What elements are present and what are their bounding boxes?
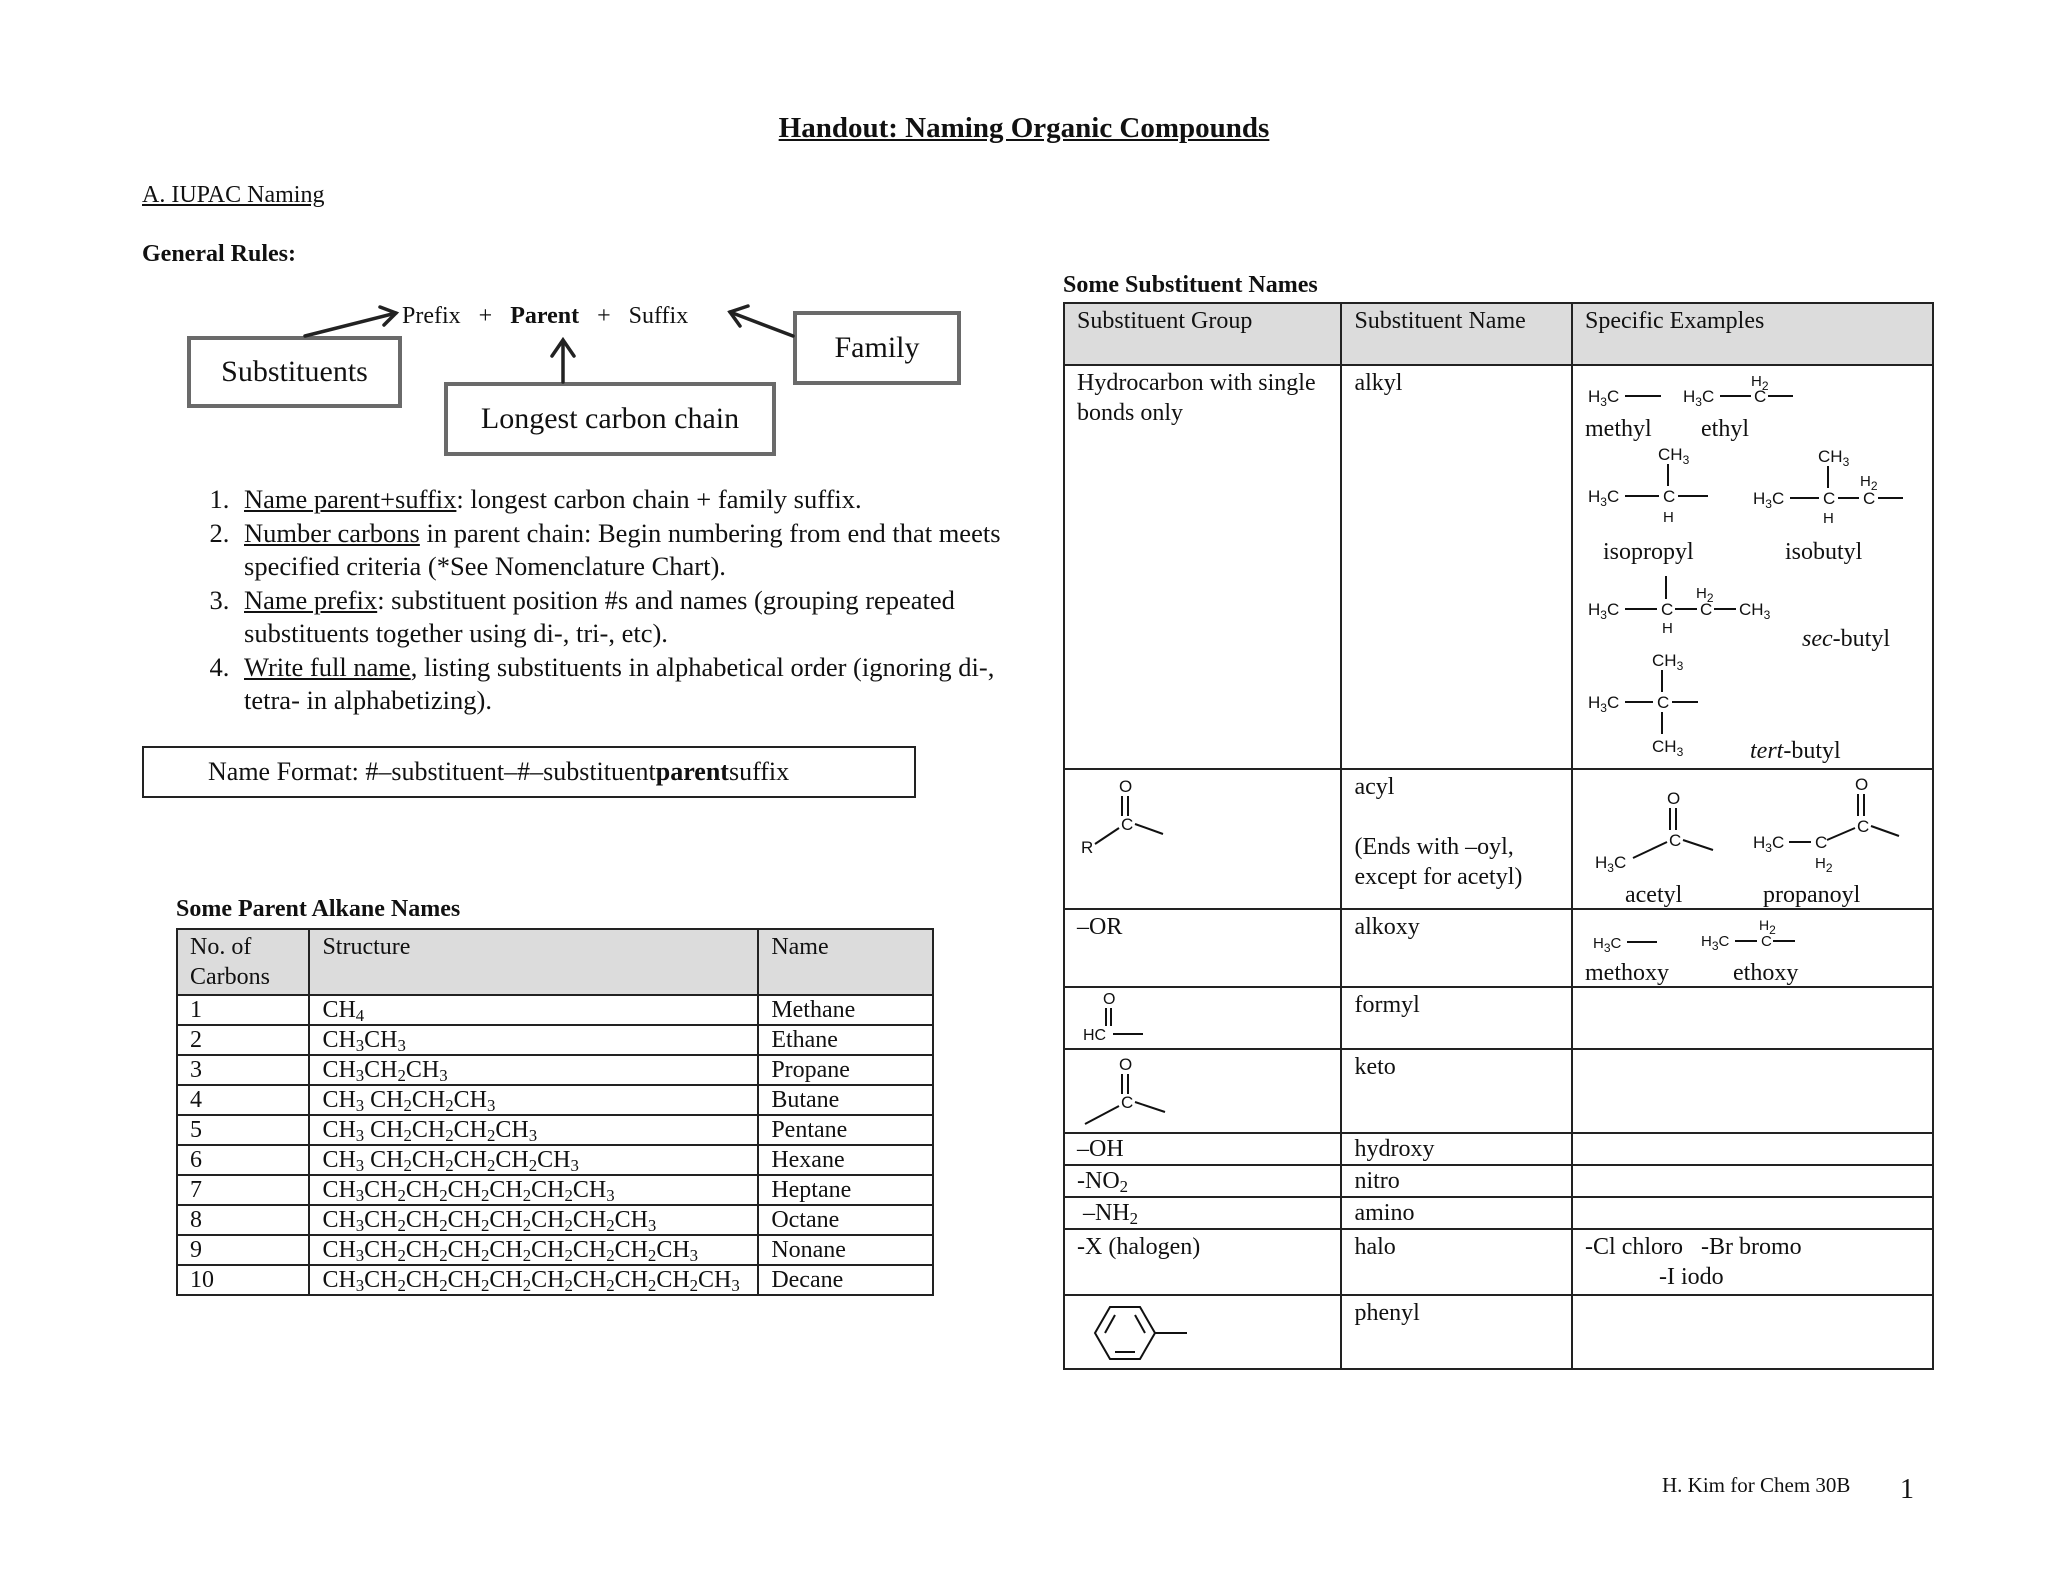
chem-c: C [1663, 487, 1676, 506]
column-header: Structure [309, 929, 758, 995]
table-row [177, 1025, 933, 1055]
chem-h3c: $H_3C$ [1588, 387, 1620, 409]
chem-c: C [1657, 693, 1670, 712]
examples-cell [1572, 909, 1933, 987]
table-row [177, 995, 933, 1025]
page-title: Handout: Naming Organic Compounds [778, 112, 1270, 144]
structure-formula: $CH_3$ $CH_2CH_2CH_2CH_3$ [309, 1115, 758, 1145]
example-methyl: methyl [1585, 416, 1652, 442]
rule-item: 4. Write full name, listing substituents in alphabetical order (ignoring di-, tetra- in alphabetizing). [236, 651, 1056, 718]
chem-h: H [1823, 510, 1834, 527]
formula-parent: Parent [510, 303, 580, 329]
substituent-table [1063, 302, 1934, 1370]
chem-hc: HC [1083, 1027, 1107, 1044]
substituents-box: Substituents [187, 336, 402, 408]
formula-prefix: Prefix [402, 303, 461, 329]
examples-cell [1572, 1197, 1933, 1229]
table-row [1064, 1295, 1933, 1369]
example-acetyl: acetyl [1625, 882, 1683, 908]
group-cell: –OH [1064, 1133, 1341, 1165]
carbon-count: 4 [177, 1085, 309, 1115]
chem-c: C [1669, 831, 1682, 850]
chem-c: C [1661, 600, 1674, 619]
name-cell: halo [1341, 1229, 1572, 1295]
column-header: No. of Carbons [177, 929, 309, 995]
chem-h3c: $H_3C$ [1701, 933, 1730, 953]
chem-c: C [1761, 933, 1772, 950]
chem-ch3: $CH_3$ [1652, 651, 1684, 673]
name-cell: alkoxy [1341, 909, 1572, 987]
name-cell: nitro [1341, 1165, 1572, 1197]
example-isobutyl: isobutyl [1785, 539, 1863, 565]
structure-formula: $CH_3CH_2CH_2CH_2CH_2CH_2CH_2CH_3$ [309, 1205, 758, 1235]
structure-formula: $CH_3$ $CH_2CH_2CH_3$ [309, 1085, 758, 1115]
table-row [1064, 1133, 1933, 1165]
chem-c: C [1121, 1093, 1134, 1112]
alkane-name: Propane [758, 1055, 933, 1085]
carbon-count: 6 [177, 1145, 309, 1175]
examples-cell [1572, 1165, 1933, 1197]
example-butyl: -butyl [1783, 738, 1841, 764]
name-cell: acyl (Ends with –oyl, except for acetyl) [1341, 769, 1572, 909]
example-chloro: -Cl chloro [1585, 1234, 1684, 1260]
chem-c: C [1700, 600, 1713, 619]
chem-ch3: $CH_3$ [1652, 737, 1684, 759]
examples-cell [1572, 1133, 1933, 1165]
chem-o: O [1103, 991, 1116, 1008]
table-row [1064, 1197, 1933, 1229]
column-header: Substituent Name [1341, 303, 1572, 365]
section-heading: A. IUPAC Naming [142, 182, 325, 208]
structure-formula: $CH_3CH_2CH_2CH_2CH_2CH_2CH_2CH_2CH_3$ [309, 1235, 758, 1265]
name-cell: phenyl [1341, 1295, 1572, 1369]
alkane-name: Hexane [758, 1145, 933, 1175]
table-row [1064, 365, 1933, 769]
chem-h2: $H_2$ [1815, 855, 1833, 875]
alkane-name: Methane [758, 995, 933, 1025]
example-isopropyl: isopropyl [1603, 539, 1694, 565]
name-cell: amino [1341, 1197, 1572, 1229]
formula-suffix: Suffix [628, 303, 689, 329]
structure-formula: $CH_3$ $CH_2CH_2CH_2CH_2CH_3$ [309, 1145, 758, 1175]
table-header-row [177, 929, 933, 995]
carbon-count: 5 [177, 1115, 309, 1145]
chem-h: H [1662, 620, 1673, 637]
carbon-count: 10 [177, 1265, 309, 1295]
group-cell: –OR [1064, 909, 1341, 987]
name-format-box: Name Format: #–substituent–#–substituentparentsuffix [142, 746, 916, 798]
general-rules-heading: General Rules: [142, 241, 296, 267]
table-row [177, 1085, 933, 1115]
group-cell: Hydrocarbon with single bonds only [1064, 365, 1341, 769]
table-row [177, 1265, 933, 1295]
name-cell: alkyl [1341, 365, 1572, 769]
alkyl-structures [1573, 366, 1933, 766]
table-row [177, 1175, 933, 1205]
examples-cell [1572, 1049, 1933, 1133]
keto-group-structure [1073, 1050, 1193, 1134]
chem-h2: H2 [1759, 917, 1776, 937]
svg-text:tert-butyl [1750, 738, 1841, 764]
column-header: Name [758, 929, 933, 995]
example-iodo: -I iodo [1659, 1264, 1724, 1290]
footer-credit: H. Kim for Chem 30B [1662, 1473, 1851, 1497]
column-header: Substituent Group [1064, 303, 1341, 365]
examples-cell [1572, 1295, 1933, 1369]
group-cell [1064, 1049, 1341, 1133]
structure-formula: $CH_3CH_2CH_2CH_2CH_2CH_2CH_2CH_2CH_2CH_3$ [309, 1265, 758, 1295]
alkane-name: Pentane [758, 1115, 933, 1145]
alkane-table-caption: Some Parent Alkane Names [176, 896, 461, 922]
chem-h3c: $H_3C$ [1588, 487, 1620, 509]
chem-h3c: $H_3C$ [1753, 489, 1785, 511]
family-box: Family [793, 311, 961, 385]
group-cell [1064, 987, 1341, 1049]
chem-ch3: $CH_3$ [1739, 600, 1771, 622]
phenyl-ring-structure [1075, 1296, 1205, 1370]
carbon-count: 1 [177, 995, 309, 1025]
acyl-note: (Ends with –oyl, except for acetyl) [1354, 834, 1523, 890]
chem-h3c: $H_3C$ [1595, 853, 1627, 875]
chem-h2: $H_2$ [1696, 585, 1714, 605]
carbon-count: 2 [177, 1025, 309, 1055]
examples-cell [1572, 365, 1933, 769]
chem-h2: $H_2$ [1751, 373, 1769, 393]
diagram-arrows [0, 0, 1000, 480]
rules-list [190, 483, 1056, 718]
svg-text:sec-butyl [1802, 626, 1890, 652]
chem-o: O [1119, 777, 1133, 796]
chem-c: C [1863, 489, 1876, 508]
carbon-count: 8 [177, 1205, 309, 1235]
chem-h3c: $H_3C$ [1588, 693, 1620, 715]
example-methoxy: methoxy [1585, 960, 1670, 986]
page-number: 1 [1900, 1474, 1914, 1505]
table-row [177, 1115, 933, 1145]
formyl-group-structure [1073, 988, 1173, 1050]
column-header: Specific Examples [1572, 303, 1933, 365]
chem-o: O [1667, 789, 1681, 808]
examples-cell [1572, 1229, 1933, 1295]
table-row [1064, 769, 1933, 909]
table-row [177, 1205, 933, 1235]
structure-formula: $CH_3CH_2CH_2CH_2CH_2CH_2CH_3$ [309, 1175, 758, 1205]
structure-formula: $CH_3CH_2CH_3$ [309, 1055, 758, 1085]
alkane-name: Heptane [758, 1175, 933, 1205]
table-row [1064, 1049, 1933, 1133]
acyl-group-structure [1073, 770, 1193, 870]
example-butyl: -butyl [1832, 626, 1891, 652]
table-row [177, 1145, 933, 1175]
rule-item: 1. Name parent+suffix: longest carbon chain + family suffix. [236, 483, 1056, 517]
substituent-table-caption: Some Substituent Names [1063, 272, 1318, 298]
group-cell: -X (halogen) [1064, 1229, 1341, 1295]
table-row [177, 1235, 933, 1265]
chem-h2: $H_2$ [1860, 473, 1878, 493]
example-bromo: -Br bromo [1701, 1234, 1802, 1260]
chem-c: C [1815, 833, 1828, 852]
group-cell [1064, 1295, 1341, 1369]
examples-cell [1572, 987, 1933, 1049]
carbon-count: 7 [177, 1175, 309, 1205]
examples-cell [1572, 769, 1933, 909]
chem-c: C [1857, 817, 1870, 836]
alkane-name: Decane [758, 1265, 933, 1295]
table-row [1064, 1165, 1933, 1197]
group-cell: $-NO_2$ [1064, 1165, 1341, 1197]
chem-ch3: $CH_3$ [1658, 445, 1690, 467]
example-tert: tert [1750, 738, 1784, 764]
example-propanoyl: propanoyl [1763, 882, 1861, 908]
formula-plus: + [478, 303, 493, 329]
alkoxy-structures [1573, 910, 1933, 990]
table-header-row [1064, 303, 1933, 365]
example-ethyl: ethyl [1701, 416, 1750, 442]
name-cell: formyl [1341, 987, 1572, 1049]
structure-formula: $CH_3CH_3$ [309, 1025, 758, 1055]
chem-o: O [1119, 1055, 1133, 1074]
chem-ch3: $CH_3$ [1818, 447, 1850, 469]
chem-h3c: $H_3C$ [1753, 833, 1785, 855]
table-row [1064, 909, 1933, 987]
structure-formula: $CH_4$ [309, 995, 758, 1025]
name-cell: hydroxy [1341, 1133, 1572, 1165]
alkane-table [176, 928, 934, 1296]
table-row [177, 1055, 933, 1085]
alkane-name: Octane [758, 1205, 933, 1235]
carbon-count: 3 [177, 1055, 309, 1085]
example-ethoxy: ethoxy [1733, 960, 1799, 986]
table-row [1064, 987, 1933, 1049]
acyl-structures [1573, 770, 1933, 910]
chem-o: O [1855, 775, 1869, 794]
group-cell: $-NH_2$ [1064, 1197, 1341, 1229]
carbon-count: 9 [177, 1235, 309, 1265]
longest-chain-box: Longest carbon chain [444, 382, 776, 456]
chem-c: C [1823, 489, 1836, 508]
chem-c: C [1754, 387, 1767, 406]
name-cell: keto [1341, 1049, 1572, 1133]
alkane-name: Ethane [758, 1025, 933, 1055]
alkane-name: Nonane [758, 1235, 933, 1265]
alkane-name: Butane [758, 1085, 933, 1115]
chem-h3c: $H_3C$ [1593, 935, 1622, 955]
rule-item: 2. Number carbons in parent chain: Begin numbering from end that meets specified criteria (*See Nomenclature Chart). [236, 517, 1056, 584]
chem-h: H [1663, 509, 1674, 526]
rule-item: 3. Name prefix: substituent position #s and names (grouping repeated substituents together using di-, tri-, etc). [236, 584, 1056, 651]
chem-h3c: $H_3C$ [1683, 387, 1715, 409]
table-row [1064, 1229, 1933, 1295]
formula-plus: + [597, 303, 611, 329]
chem-r: R [1081, 838, 1094, 857]
group-cell [1064, 769, 1341, 909]
example-sec: sec [1802, 626, 1833, 652]
chem-c: C [1121, 815, 1134, 834]
chem-h3c: $H_3C$ [1588, 600, 1620, 622]
